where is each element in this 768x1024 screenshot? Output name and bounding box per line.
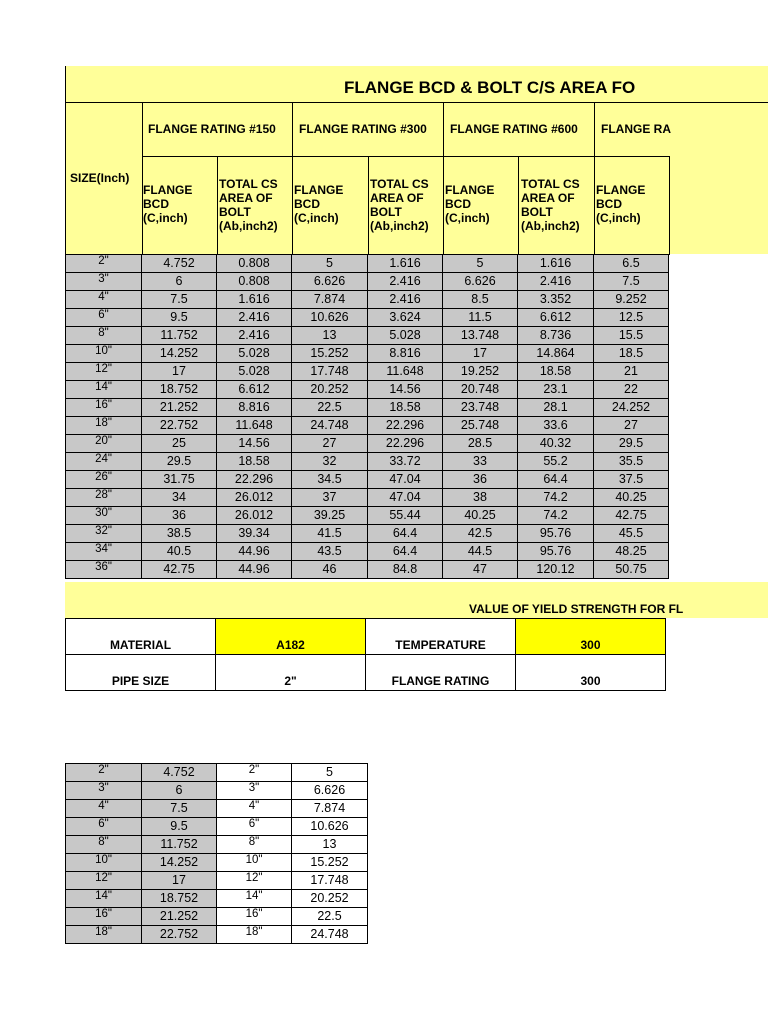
value-cell[interactable]: 24.252: [594, 399, 669, 417]
value-cell[interactable]: 3.624: [368, 309, 443, 327]
value-cell[interactable]: 19.252: [443, 363, 518, 381]
value-cell[interactable]: 6.626: [292, 782, 368, 800]
rating-150-header: FLANGE RATING #150: [148, 122, 276, 136]
value-cell[interactable]: 5.028: [368, 327, 443, 345]
temperature-input[interactable]: 300: [516, 619, 666, 655]
size-cell[interactable]: 12": [66, 872, 142, 890]
value-cell[interactable]: 22.296: [368, 417, 443, 435]
value-cell[interactable]: 2.416: [518, 273, 594, 291]
value-cell[interactable]: 8.816: [217, 399, 292, 417]
value-cell[interactable]: 28.5: [443, 435, 518, 453]
table-row: [66, 399, 669, 417]
yield-strength-band: [65, 582, 768, 618]
rating-900-header: FLANGE RA: [601, 122, 671, 136]
value-cell[interactable]: 95.76: [518, 543, 594, 561]
size-cell[interactable]: 12": [66, 363, 142, 381]
lookup-table: [65, 763, 368, 944]
value-cell[interactable]: 40.25: [443, 507, 518, 525]
value-cell[interactable]: 6: [142, 273, 217, 291]
value-cell[interactable]: 14.252: [142, 345, 217, 363]
value-cell[interactable]: 3.352: [518, 291, 594, 309]
size-cell[interactable]: 12": [217, 872, 292, 890]
value-cell[interactable]: 11.648: [368, 363, 443, 381]
value-cell[interactable]: 18.752: [142, 381, 217, 399]
table-row: [66, 255, 669, 273]
table-row: [66, 453, 669, 471]
value-cell[interactable]: 38.5: [142, 525, 217, 543]
value-cell[interactable]: 17.748: [292, 363, 368, 381]
value-cell[interactable]: 8.816: [368, 345, 443, 363]
value-cell[interactable]: 84.8: [368, 561, 443, 579]
size-cell[interactable]: 3": [66, 782, 142, 800]
value-cell[interactable]: 8.736: [518, 327, 594, 345]
value-cell[interactable]: 11.752: [142, 836, 217, 854]
value-cell[interactable]: 7.5: [594, 273, 669, 291]
value-cell[interactable]: 21.252: [142, 908, 217, 926]
value-cell[interactable]: 10.626: [292, 309, 368, 327]
size-cell[interactable]: 14": [217, 890, 292, 908]
value-cell[interactable]: 9.5: [142, 309, 217, 327]
value-cell[interactable]: 22.296: [217, 471, 292, 489]
value-cell[interactable]: 26.012: [217, 507, 292, 525]
table-row: [66, 525, 669, 543]
value-cell[interactable]: 9.252: [594, 291, 669, 309]
value-cell[interactable]: 64.4: [368, 543, 443, 561]
value-cell[interactable]: 14.252: [142, 854, 217, 872]
value-cell[interactable]: 50.75: [594, 561, 669, 579]
value-cell[interactable]: 41.5: [292, 525, 368, 543]
value-cell[interactable]: 40.32: [518, 435, 594, 453]
value-cell[interactable]: 37.5: [594, 471, 669, 489]
table-row: [66, 435, 669, 453]
value-cell[interactable]: 40.5: [142, 543, 217, 561]
lookup-row: [66, 764, 368, 782]
table-row: [66, 327, 669, 345]
value-cell[interactable]: 39.34: [217, 525, 292, 543]
size-cell[interactable]: 36": [66, 561, 142, 579]
size-cell[interactable]: 4": [66, 291, 142, 309]
value-cell[interactable]: 43.5: [292, 543, 368, 561]
value-cell[interactable]: 33.6: [518, 417, 594, 435]
value-cell[interactable]: 5: [292, 764, 368, 782]
size-cell[interactable]: 2": [66, 764, 142, 782]
material-input[interactable]: A182: [216, 619, 366, 655]
size-cell[interactable]: 18": [66, 926, 142, 944]
value-cell[interactable]: 24.748: [292, 417, 368, 435]
value-cell[interactable]: 7.874: [292, 291, 368, 309]
value-cell[interactable]: 14.56: [217, 435, 292, 453]
bcd-header-300: FLANGE BCD (C,inch): [294, 183, 344, 225]
bcd-header-600: FLANGE BCD (C,inch): [445, 183, 495, 225]
value-cell[interactable]: 17.748: [292, 872, 368, 890]
value-cell[interactable]: 2.416: [217, 327, 292, 345]
value-cell[interactable]: 36: [443, 471, 518, 489]
table-row: [66, 363, 669, 381]
value-cell[interactable]: 24.748: [292, 926, 368, 944]
value-cell[interactable]: 0.808: [217, 273, 292, 291]
value-cell[interactable]: 13.748: [443, 327, 518, 345]
size-cell[interactable]: 14": [66, 890, 142, 908]
size-cell[interactable]: 4": [217, 800, 292, 818]
table-row: [66, 381, 669, 399]
value-cell[interactable]: 22.5: [292, 399, 368, 417]
lookup-row: [66, 890, 368, 908]
value-cell[interactable]: 38: [443, 489, 518, 507]
value-cell[interactable]: 42.75: [594, 507, 669, 525]
value-cell[interactable]: 42.5: [443, 525, 518, 543]
value-cell[interactable]: 15.252: [292, 345, 368, 363]
value-cell[interactable]: 47.04: [368, 489, 443, 507]
value-cell[interactable]: 34: [142, 489, 217, 507]
value-cell[interactable]: 40.25: [594, 489, 669, 507]
rating-300-header: FLANGE RATING #300: [299, 122, 427, 136]
value-cell[interactable]: 74.2: [518, 489, 594, 507]
value-cell[interactable]: 14.56: [368, 381, 443, 399]
value-cell[interactable]: 1.616: [217, 291, 292, 309]
value-cell[interactable]: 7.5: [142, 291, 217, 309]
value-cell[interactable]: 8.5: [443, 291, 518, 309]
value-cell[interactable]: 64.4: [368, 525, 443, 543]
size-cell[interactable]: 3": [217, 782, 292, 800]
value-cell[interactable]: 37: [292, 489, 368, 507]
size-cell[interactable]: 10": [66, 854, 142, 872]
size-cell[interactable]: 8": [66, 327, 142, 345]
value-cell[interactable]: 29.5: [142, 453, 217, 471]
value-cell[interactable]: 17: [142, 363, 217, 381]
lookup-row: [66, 818, 368, 836]
rating-600-header: FLANGE RATING #600: [450, 122, 578, 136]
value-cell[interactable]: 0.808: [217, 255, 292, 273]
value-cell[interactable]: 23.1: [518, 381, 594, 399]
size-cell[interactable]: 8": [66, 836, 142, 854]
value-cell[interactable]: 48.25: [594, 543, 669, 561]
value-cell[interactable]: 17: [142, 872, 217, 890]
value-cell[interactable]: 21: [594, 363, 669, 381]
value-cell[interactable]: 42.75: [142, 561, 217, 579]
value-cell[interactable]: 14.864: [518, 345, 594, 363]
size-cell[interactable]: 6": [217, 818, 292, 836]
size-cell[interactable]: 24": [66, 453, 142, 471]
size-cell[interactable]: 30": [66, 507, 142, 525]
value-cell[interactable]: 15.252: [292, 854, 368, 872]
size-cell[interactable]: 4": [66, 800, 142, 818]
lookup-row: [66, 908, 368, 926]
value-cell[interactable]: 26.012: [217, 489, 292, 507]
table-row: [66, 309, 669, 327]
size-cell[interactable]: 16": [217, 908, 292, 926]
value-cell[interactable]: 36: [142, 507, 217, 525]
value-cell[interactable]: 55.2: [518, 453, 594, 471]
table-row: [66, 471, 669, 489]
value-cell[interactable]: 17: [443, 345, 518, 363]
value-cell[interactable]: 18.58: [518, 363, 594, 381]
value-cell[interactable]: 44.96: [217, 561, 292, 579]
value-cell[interactable]: 6.626: [292, 273, 368, 291]
area-header-150: TOTAL CS AREA OF BOLT (Ab,inch2): [219, 177, 278, 233]
material-label: MATERIAL: [66, 619, 216, 655]
value-cell[interactable]: 4.752: [142, 255, 217, 273]
value-cell[interactable]: 22.296: [368, 435, 443, 453]
bcd-header-900: FLANGE BCD (C,inch): [596, 183, 646, 225]
size-cell[interactable]: 8": [217, 836, 292, 854]
value-cell[interactable]: 18.58: [217, 453, 292, 471]
value-cell[interactable]: 11.5: [443, 309, 518, 327]
value-cell[interactable]: 25: [142, 435, 217, 453]
value-cell[interactable]: 64.4: [518, 471, 594, 489]
value-cell[interactable]: 120.12: [518, 561, 594, 579]
size-cell[interactable]: 34": [66, 543, 142, 561]
flange-rating-label: FLANGE RATING: [366, 655, 516, 691]
value-cell[interactable]: 21.252: [142, 399, 217, 417]
input-form: [65, 618, 666, 691]
value-cell[interactable]: 31.75: [142, 471, 217, 489]
table-row: [66, 291, 669, 309]
value-cell[interactable]: 12.5: [594, 309, 669, 327]
value-cell[interactable]: 34.5: [292, 471, 368, 489]
value-cell[interactable]: 74.2: [518, 507, 594, 525]
value-cell[interactable]: 6.612: [217, 381, 292, 399]
flange-data-table: [65, 254, 669, 579]
lookup-row: [66, 800, 368, 818]
table-row: [66, 543, 669, 561]
value-cell[interactable]: 6.626: [443, 273, 518, 291]
value-cell[interactable]: 20.252: [292, 381, 368, 399]
lookup-row: [66, 872, 368, 890]
table-header: [65, 102, 768, 254]
value-cell[interactable]: 20.748: [443, 381, 518, 399]
value-cell[interactable]: 5.028: [217, 363, 292, 381]
lookup-row: [66, 836, 368, 854]
size-cell[interactable]: 32": [66, 525, 142, 543]
value-cell[interactable]: 2.416: [217, 309, 292, 327]
table-row: [66, 345, 669, 363]
size-cell[interactable]: 2": [66, 255, 142, 273]
value-cell[interactable]: 6: [142, 782, 217, 800]
size-cell[interactable]: 16": [66, 908, 142, 926]
flange-sheet: [65, 66, 768, 626]
value-cell[interactable]: 11.648: [217, 417, 292, 435]
size-cell[interactable]: 10": [66, 345, 142, 363]
value-cell[interactable]: 22.5: [292, 908, 368, 926]
temperature-label: TEMPERATURE: [366, 619, 516, 655]
size-cell[interactable]: 14": [66, 381, 142, 399]
lookup-row: [66, 854, 368, 872]
value-cell[interactable]: 13: [292, 327, 368, 345]
value-cell[interactable]: 13: [292, 836, 368, 854]
value-cell[interactable]: 46: [292, 561, 368, 579]
value-cell[interactable]: 22: [594, 381, 669, 399]
flange-rating-value[interactable]: 300: [516, 655, 666, 691]
value-cell[interactable]: 6.5: [594, 255, 669, 273]
size-cell[interactable]: 28": [66, 489, 142, 507]
value-cell[interactable]: 9.5: [142, 818, 217, 836]
value-cell[interactable]: 28.1: [518, 399, 594, 417]
pipe-size-label: PIPE SIZE: [66, 655, 216, 691]
size-cell[interactable]: 6": [66, 818, 142, 836]
value-cell[interactable]: 20.252: [292, 890, 368, 908]
value-cell[interactable]: 27: [594, 417, 669, 435]
value-cell[interactable]: 10.626: [292, 818, 368, 836]
value-cell[interactable]: 45.5: [594, 525, 669, 543]
value-cell[interactable]: 22.752: [142, 926, 217, 944]
area-header-600: TOTAL CS AREA OF BOLT (Ab,inch2): [521, 177, 580, 233]
value-cell[interactable]: 7.874: [292, 800, 368, 818]
size-cell[interactable]: 3": [66, 273, 142, 291]
value-cell[interactable]: 44.96: [217, 543, 292, 561]
size-header: SIZE(Inch): [70, 171, 130, 185]
bcd-header-150: FLANGE BCD (C,inch): [143, 183, 193, 225]
area-header-300: TOTAL CS AREA OF BOLT (Ab,inch2): [370, 177, 429, 233]
value-cell[interactable]: 44.5: [443, 543, 518, 561]
value-cell[interactable]: 95.76: [518, 525, 594, 543]
value-cell[interactable]: 2.416: [368, 273, 443, 291]
value-cell[interactable]: 55.44: [368, 507, 443, 525]
size-cell[interactable]: 18": [66, 417, 142, 435]
value-cell[interactable]: 29.5: [594, 435, 669, 453]
value-cell[interactable]: 5: [292, 255, 368, 273]
size-cell[interactable]: 26": [66, 471, 142, 489]
value-cell[interactable]: 35.5: [594, 453, 669, 471]
size-cell[interactable]: 16": [66, 399, 142, 417]
value-cell[interactable]: 6.612: [518, 309, 594, 327]
value-cell[interactable]: 32: [292, 453, 368, 471]
size-cell[interactable]: 10": [217, 854, 292, 872]
value-cell[interactable]: 5: [443, 255, 518, 273]
pipe-size-value[interactable]: 2": [216, 655, 366, 691]
yield-strength-label: VALUE OF YIELD STRENGTH FOR FL: [469, 602, 684, 616]
value-cell[interactable]: 1.616: [518, 255, 594, 273]
value-cell[interactable]: 5.028: [217, 345, 292, 363]
table-row: [66, 561, 669, 579]
value-cell[interactable]: 22.752: [142, 417, 217, 435]
table-row: [66, 273, 669, 291]
size-cell[interactable]: 6": [66, 309, 142, 327]
size-cell[interactable]: 18": [217, 926, 292, 944]
table-row: [66, 507, 669, 525]
value-cell[interactable]: 1.616: [368, 255, 443, 273]
lookup-row: [66, 782, 368, 800]
value-cell[interactable]: 47: [443, 561, 518, 579]
value-cell[interactable]: 33: [443, 453, 518, 471]
value-cell[interactable]: 25.748: [443, 417, 518, 435]
value-cell[interactable]: 7.5: [142, 800, 217, 818]
size-cell[interactable]: 2": [217, 764, 292, 782]
value-cell[interactable]: 4.752: [142, 764, 217, 782]
value-cell[interactable]: 18.752: [142, 890, 217, 908]
value-cell[interactable]: 18.58: [368, 399, 443, 417]
lookup-row: [66, 926, 368, 944]
value-cell[interactable]: 39.25: [292, 507, 368, 525]
value-cell[interactable]: 18.5: [594, 345, 669, 363]
value-cell[interactable]: 23.748: [443, 399, 518, 417]
value-cell[interactable]: 15.5: [594, 327, 669, 345]
value-cell[interactable]: 33.72: [368, 453, 443, 471]
value-cell[interactable]: 47.04: [368, 471, 443, 489]
value-cell[interactable]: 27: [292, 435, 368, 453]
table-row: [66, 489, 669, 507]
value-cell[interactable]: 11.752: [142, 327, 217, 345]
sheet-title: FLANGE BCD & BOLT C/S AREA FO: [65, 66, 768, 102]
table-row: [66, 417, 669, 435]
value-cell[interactable]: 2.416: [368, 291, 443, 309]
size-cell[interactable]: 20": [66, 435, 142, 453]
